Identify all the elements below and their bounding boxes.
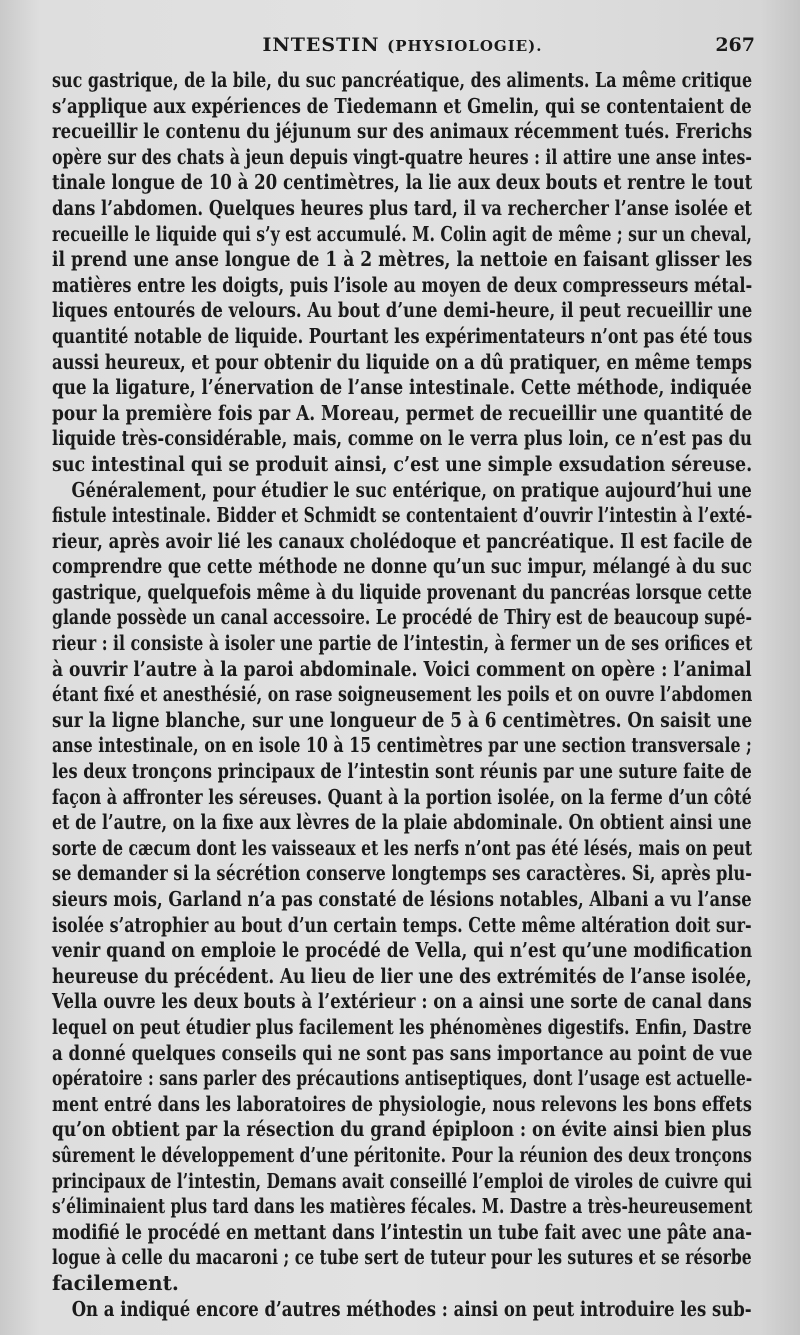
text-line: et de l’autre, on la fixe aux lèvres de la plaie abdominale. On obtient ainsi une	[52, 810, 752, 835]
text-line: il prend une anse longue de 1 à 2 mètres, la nettoie en faisant glisser les	[52, 247, 753, 272]
text-line: facilement.	[52, 1270, 179, 1295]
text-line: comprendre que cette méthode ne donne qu’un suc impur, mélangé à du suc	[52, 554, 752, 579]
text-line: venir quand on emploie le procédé de Vella, qui n’est qu’une modification	[52, 938, 753, 963]
text-line: rieur, après avoir lié les canaux cholédoque et pancréatique. Il est facile de	[52, 528, 753, 553]
text-line: liques entourés de velours. Au bout d’une demi-heure, il peut recueillir une	[52, 298, 753, 323]
text-line: à ouvrir l’autre à la paroi abdominale. Voici comment on opère : l’animal	[52, 656, 752, 681]
text-line: s’éliminaient plus tard dans les matières fécales. M. Dastre a très-heureusement	[52, 1194, 753, 1219]
text-line: quantité notable de liquide. Pourtant les expérimentateurs n’ont pas été tous	[52, 323, 753, 348]
text-line: glande possède un canal accessoire. Le procédé de Thiry est de beaucoup supé-	[52, 605, 752, 630]
running-title-sub: (PHYSIOLOGIE).	[387, 37, 543, 55]
text-line: opératoire : sans parler des précautions antiseptiques, dont l’usage est actuelle-	[52, 1066, 753, 1091]
text-line: étant fixé et anesthésié, on rase soigneusement les poils et on ouvre l’abdomen	[52, 682, 753, 707]
text-line: s’applique aux expériences de Tiedemann et Gmelin, qui se contentaient de	[52, 93, 752, 118]
text-line: sorte de cæcum dont les vaisseaux et les nerfs n’ont pas été lésés, mais on peut	[52, 835, 753, 860]
text-line: sur la ligne blanche, sur une longueur de 5 à 6 centimètres. On saisit une	[52, 707, 753, 732]
page-number: 267	[715, 34, 755, 56]
text-line: modifié le procédé en mettant dans l’intestin un tube fait avec une pâte ana-	[52, 1219, 753, 1244]
text-line: opère sur des chats à jeun depuis vingt-quatre heures : il attire une anse intes-	[52, 144, 752, 169]
text-line: anse intestinale, on en isole 10 à 15 centimètres par une section transversale ;	[52, 733, 752, 758]
text-line: matières entre les doigts, puis l’isole au moyen de deux compresseurs métal-	[52, 272, 753, 297]
text-line: principaux de l’intestin, Demans avait conseillé l’emploi de viroles de cuivre qui	[52, 1168, 752, 1193]
text-line: isolée s’atrophier au bout d’un certain temps. Cette même altération doit sur-	[52, 912, 752, 937]
text-line: heureuse du précédent. Au lieu de lier une des extrémités de l’anse isolée,	[52, 963, 752, 988]
text-line: suc intestinal qui se produit ainsi, c’est une simple exsudation séreuse.	[52, 451, 753, 476]
text-line: Généralement, pour étudier le suc entérique, on pratique aujourd’hui une	[71, 477, 752, 502]
text-line: ment entré dans les laboratoires de physiologie, nous relevons les bons effets	[52, 1091, 752, 1116]
text-line: se demander si la sécrétion conserve longtemps ses caractères. Si, après plu-	[52, 861, 752, 886]
text-line: liquide très-considérable, mais, comme on le verra plus loin, ce n’est pas du	[52, 426, 752, 451]
text-line: a donné quelques conseils qui ne sont pas sans importance au point de vue	[52, 1040, 753, 1065]
text-line: aussi heureux, et pour obtenir du liquide on a dû pratiquer, en même temps	[52, 349, 752, 374]
text-line: sieurs mois, Garland n’a pas constaté de lésions notables, Albani a vu l’anse	[52, 887, 752, 911]
text-line: recueillir le contenu du jéjunum sur des animaux récemment tués. Frerichs	[52, 119, 753, 144]
text-line: recueille le liquide qui s’y est accumulé. M. Colin agit de même ; sur un cheval,	[52, 221, 752, 246]
text-line: sûrement le développement d’une péritonite. Pour la réunion des deux tronçons	[52, 1142, 752, 1167]
running-title	[50, 34, 755, 56]
text-line: Vella ouvre les deux bouts à l’extérieur : on a ainsi une sorte de canal dans	[52, 989, 752, 1014]
text-line: les deux tronçons principaux de l’intestin sont réunis par une suture faite de	[52, 759, 752, 784]
text-line: On a indiqué encore d’autres méthodes : ainsi on peut introduire les sub-	[71, 1296, 752, 1321]
text-line: qu’on obtient par la résection du grand épiploon : on évite ainsi bien plus	[52, 1117, 752, 1142]
page-header	[50, 34, 755, 64]
text-line: rieur : il consiste à isoler une partie de l’intestin, à fermer un de ses orifices et	[52, 631, 753, 656]
text-line: gastrique, quelquefois même à du liquide provenant du pancréas lorsque cette	[52, 579, 752, 604]
text-line: logue à celle du macaroni ; ce tube sert de tuteur pour les sutures et se résorbe	[52, 1245, 752, 1270]
text-line: façon à affronter les séreuses. Quant à la portion isolée, on la ferme d’un côté	[52, 784, 752, 809]
running-title-main: INTESTIN	[262, 34, 380, 56]
text-line: que la ligature, l’énervation de l’anse intestinale. Cette méthode, indiquée	[52, 375, 752, 400]
text-line: tinale longue de 10 à 20 centimètres, la lie aux deux bouts et rentre le tout	[52, 170, 753, 195]
text-line: fistule intestinale. Bidder et Schmidt se contentaient d’ouvrir l’intestin à l’exté-	[52, 503, 753, 528]
text-line: pour la première fois par A. Moreau, permet de recueillir une quantité de	[52, 400, 753, 425]
text-line: lequel on peut étudier plus facilement les phénomènes digestifs. Enfin, Dastre	[52, 1014, 752, 1039]
text-line: suc gastrique, de la bile, du suc pancréatique, des aliments. La même critique	[52, 68, 753, 92]
body-text	[52, 68, 752, 1322]
text-line: dans l’abdomen. Quelques heures plus tard, il va rechercher l’anse isolée et	[52, 195, 752, 220]
